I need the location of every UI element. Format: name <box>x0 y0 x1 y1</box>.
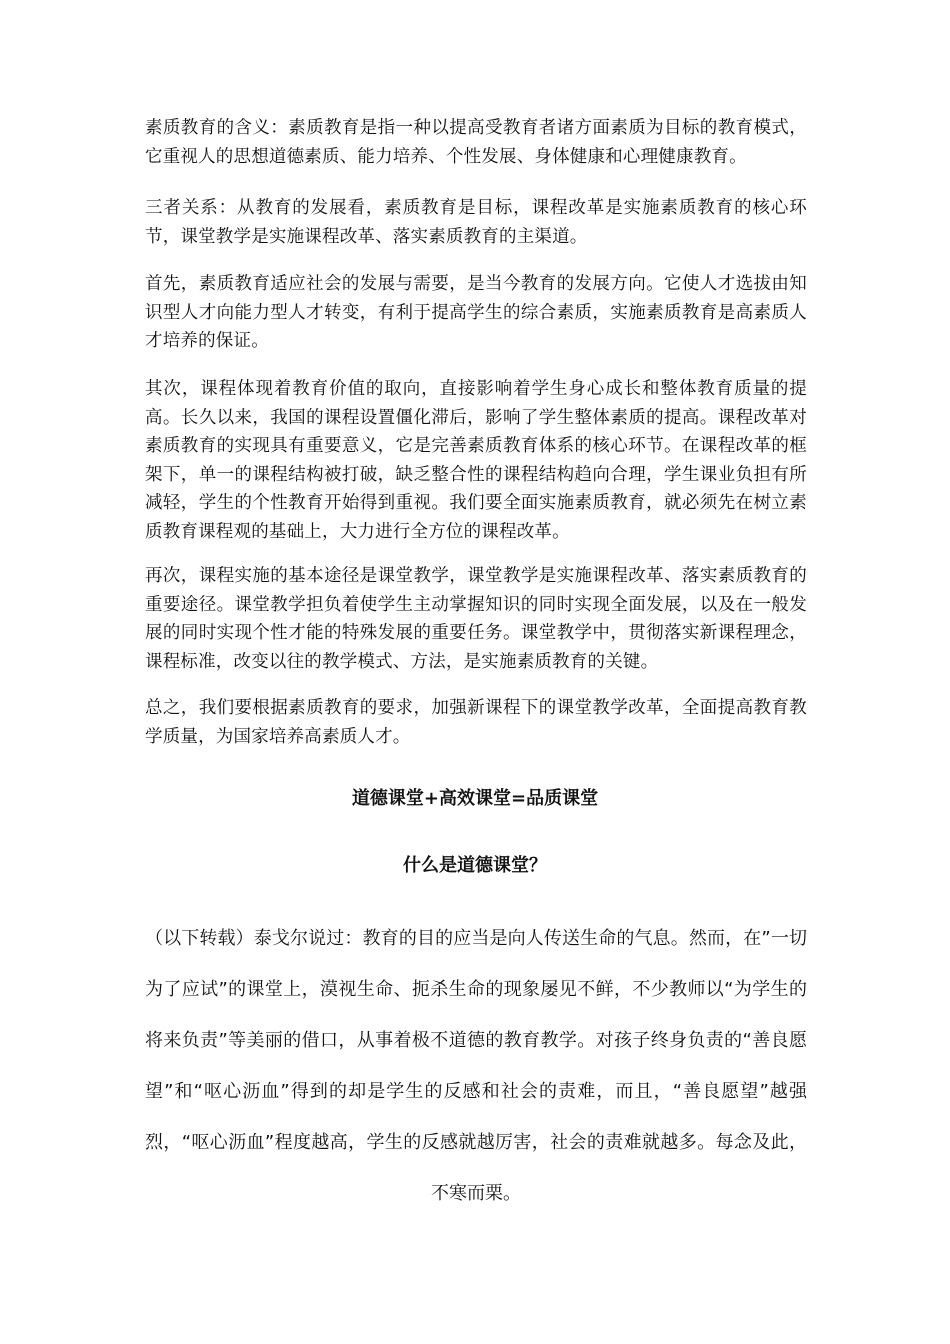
paragraph-conclusion: 总之，我们要根据素质教育的要求，加强新课程下的课堂教学改革，全面提高教育教学质量，为国家培养高素质人才。 <box>145 698 807 747</box>
paragraph-third: 再次，课程实施的基本途径是课堂教学，课堂教学是实施课程改革、落实素质教育的重要途径。课堂教学担负着使学生主动掌握知识的同时实现全面发展，以及在一般发展的同时实现个性才能的特殊发展的重要任务。课堂教学中，贯彻落实新课程理念，课程标准，改变以往的教学模式、方法，是实施素质教育的关键。 <box>145 566 807 672</box>
paragraph-relationship: 三者关系：从教育的发展看，素质教育是目标，课程改革是实施素质教育的核心环节，课堂教学是实施课程改革、落实素质教育的主渠道。 <box>145 198 807 247</box>
paragraph-definition: 素质教育的含义：素质教育是指一种以提高受教育者诸方面素质为目标的教育模式，它重视人的思想道德素质、能力培养、个性发展、身体健康和心理健康教育。 <box>145 118 807 167</box>
heading-formula: 道德课堂+高效课堂=品质课堂 <box>351 788 599 809</box>
paragraph-quote: （以下转载）泰戈尔说过：教育的目的应当是向人传送生命的气息。然而，在”一切为了应试”的课堂上，漠视生命、扼杀生命的现象屡见不鲜，不少教师以“为学生的将来负责”等美丽的借口，从事着极不道德的教育教学。对孩子终身负责的“善良愿望”和“呕心沥血”得到的却是学生的反感和社会的责难，而且，“善良愿望”越强烈，“呕心沥血”程度越高，学生的反感就越厉害，社会的责难就越多。每念及此，不寒而栗。 <box>145 928 807 1204</box>
paragraph-first: 首先，素质教育适应社会的发展与需要，是当今教育的发展方向。它使人才选拔由知识型人才向能力型人才转变，有利于提高学生的综合素质，实施素质教育是高素质人才培养的保证。 <box>145 274 807 352</box>
heading-question: 什么是道德课堂？ <box>403 855 547 876</box>
paragraph-second: 其次，课程体现着教育价值的取向，直接影响着学生身心成长和整体教育质量的提高。长久以来，我国的课程设置僵化滞后，影响了学生整体素质的提高。课程改革对素质教育的实现具有重要意义，它是完善素质教育体系的核心环节。在课程改革的框架下，单一的课程结构被打破，缺乏整合性的课程结构趋向合理，学生课业负担有所减轻，学生的个性教育开始得到重视。我们要全面实施素质教育，就必须先在树立素质教育课程观的基础上，大力进行全方位的课程改革。 <box>145 379 807 542</box>
